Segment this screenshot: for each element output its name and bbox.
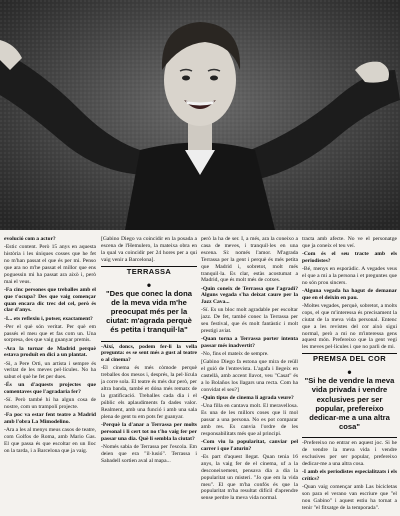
answer: -Quan vaig començar amb Las bicicletas son para el verano van escriure que "el nou Gabino" i aquest estiu ha tornat a tenir "el fitxatge de la temporada". (302, 484, 397, 511)
pull-quote (302, 365, 397, 432)
question: -Quan torna a Terrassa porter intenta passar més inadvertit? (201, 336, 298, 350)
pull-quote-text: "Des que conec la dona de la meva vida m'he preocupat més per la ciutat: m'agrada perquè és petita i tranquil·la" (106, 288, 192, 335)
question: -Fa poc va estar fent teatre a Madrid amb l'obra La Mimodelino. (4, 412, 96, 426)
question: -Alguna vegada ha hagut de demanar que en el deixin en pau. (302, 287, 397, 301)
question: -Quin tipus de cinema li agrada veure? (201, 395, 294, 402)
question: -Ara la tornar de Madrid perquè estava produït en dici a un plantat. (4, 345, 96, 359)
answer: -Moltes vegades, perquè, sobretot, a molts cops, el que m'interessa és precisament la ciutat de la meva vida personal. Entenc que a les revistes del cor això sigui normal, però a mi no m'interessa gens aquest món. Prefereixo que la gent vegi les meves pel·lícules i que no parli de mi. (302, 302, 397, 351)
answer: però la ha de ser. I, a més, ara la coneixo a casa de meves, i tranquil·les en una escena. Si: només l'amor. M'agrada Terrassa per la gent i perquè és més petita que Madrid i, sobretot, molt més tranquil·la. Es clar, estàs acostumat a Madrid, que és molt més de cotxes. (201, 236, 298, 284)
portrait-photo-icon (0, 0, 400, 230)
column-1 (4, 236, 96, 512)
question: -Quin coneix de Terrassa que l'agradi? Alguns vegada s'ha deixat caure per la Jazz Cava... (201, 285, 298, 306)
answer: -Només sabia de Terrassa per l'escola. Em deien que era "il·lusió". Terrassa i Sabadell sortien aval al mapa... (101, 443, 197, 464)
portrait-photo (0, 0, 400, 230)
answer: -Bé, menys en esporàdic. A vegades veus el que a mi a la persona i et preguntes que no són prou sincers. (302, 266, 397, 286)
question: -Com viu la popularitat, canviar pel carrer i que l'aturin? (201, 438, 298, 452)
divider (101, 341, 197, 342)
section-kicker: TERRASSA (126, 266, 172, 276)
question: -I... ets reflexiu i, potser, exactament? (4, 315, 93, 322)
answer: -Si, a Pere Orti, un artista i sempre és veritat de les meves pel·lícules. No ha sabut el què he fet per dues. (4, 360, 96, 381)
answer: -Es part d'aquest llegat. Quan tenia 16 anys, la vaig fer de el cinema, uf a la desconeixement, pensava dia a dia la popularitat un misteri. "Jo que em la vida meu". El que m'ha confós és que la popularitat m'ha resultat difícil d'aprendre sense perdre la meva vida normal. (201, 453, 298, 502)
bullet-icon: • (347, 365, 352, 380)
answer: -No, fins el mateix de sempre. (201, 351, 269, 358)
answer: -Ara a les al menys meus casos de teatre, com Golfos de Roma, amb Mario Gas. El que passa és que escoltar en un lloc on la tarda, i a Barcelona que ja vaig. (4, 427, 96, 455)
divider (302, 437, 397, 438)
column-4 (302, 236, 397, 514)
question: -Com és el seu tracte amb els periodistes? (302, 251, 397, 264)
answer: [Gabino Diego fa estona que mira de reüll el guió de l'entrevista. L'agafa i llegeix en castellà, amb accent llavot, veu "Casat" és a lo Bolaños los llagars una recta. Com ha convidat el seu?] (201, 359, 298, 393)
question: -Així, doncs, podem fer-li la vella pregunta: es se sent més a gust al teatre o al cinema? (101, 343, 197, 364)
answer: -Per el què són veritat. Per què em passés el meu que et fas com un. Una sorpresa, des que vaig guanyar premis. (4, 323, 96, 344)
bullet-icon: • (146, 277, 152, 292)
answer: [Gabino Diego va coincidir en la posada a escena de l'Hemulero, la mateixa obra en la qual va coincidir per 24 hores per a qui vaig venir a Barcelona]. (101, 236, 197, 263)
question: -I amb els periodistes especialitzats i els crítics? (302, 469, 397, 483)
answer: -Sí. Però també hi ha algun cosa de nostre, com un trampolí projecte. (4, 397, 96, 411)
answer: -Prefereixo no entrar en aquest joc. Si he de vendre la meva vida i vendre exclusives per ser popular, prefereixo dedicar-me a una altra cosa. (302, 440, 397, 468)
answer: tracta amb afecte. No ve el personatge que ja coneix el teu veí. (302, 236, 397, 249)
answer: -Una filla en cantava molt. El meravellosa. Es una de les millors coses que li mol passar a una persona. No es pot comparar amb res. Es canvia l'ordre de les responsabilitats més que al principi. (201, 403, 298, 437)
answer: -El cinema és més còmode perquè treballes dos mesos i, després, la pel·lícula ja corre sola. El teatre és més dur però, per altra banda, també et dóna més rematx de la gratificació. Treballes cada dia i el públic els aplaudiments fa dades valor. Realment, amb una funció i amb una sala plena de gent tu em pots fer guanyar. (101, 365, 197, 420)
question: evolució com a actor? (4, 236, 56, 242)
pull-quote (101, 277, 197, 335)
section-kicker: PREMSA DEL COR (312, 354, 387, 364)
pull-quote-text: "Si he de vendre la meva vida privada i vendre exclusives per ser popular, prefereixo dedicar-me a una altra cosa" (304, 376, 395, 432)
answer: -Sí. Es un bloc molt agradable per escoltar jazz. De fet, també conec la Terrassa per seu festival, que és molt fantàstic i molt prestigi aviat. (201, 307, 298, 335)
column-3 (201, 236, 298, 514)
question: -Perquè la d'anar a Terrassa per molts personal i li cert tot no t'ho vaig fer per passar una dia. Què li sembla la ciutat? (101, 421, 197, 442)
column-2 (101, 236, 197, 514)
question: -És un d'aquests projectes que comentaves que l'agradaria fer? (4, 382, 96, 396)
answer: -Estic content. Però 15 anys en aquesta història i les úniques cosses que he fet no m'han passat el que és per mi. Penso que ara no m'he passat el millor que ens poguessin mi ha passat ara això i, però mai el veus. (4, 244, 96, 285)
question: -Fa cinc persones que treballes amb el que t'ocupa? Des que vaig començar quan encara dic trec del cel, però és clar d'anys. (4, 286, 96, 314)
